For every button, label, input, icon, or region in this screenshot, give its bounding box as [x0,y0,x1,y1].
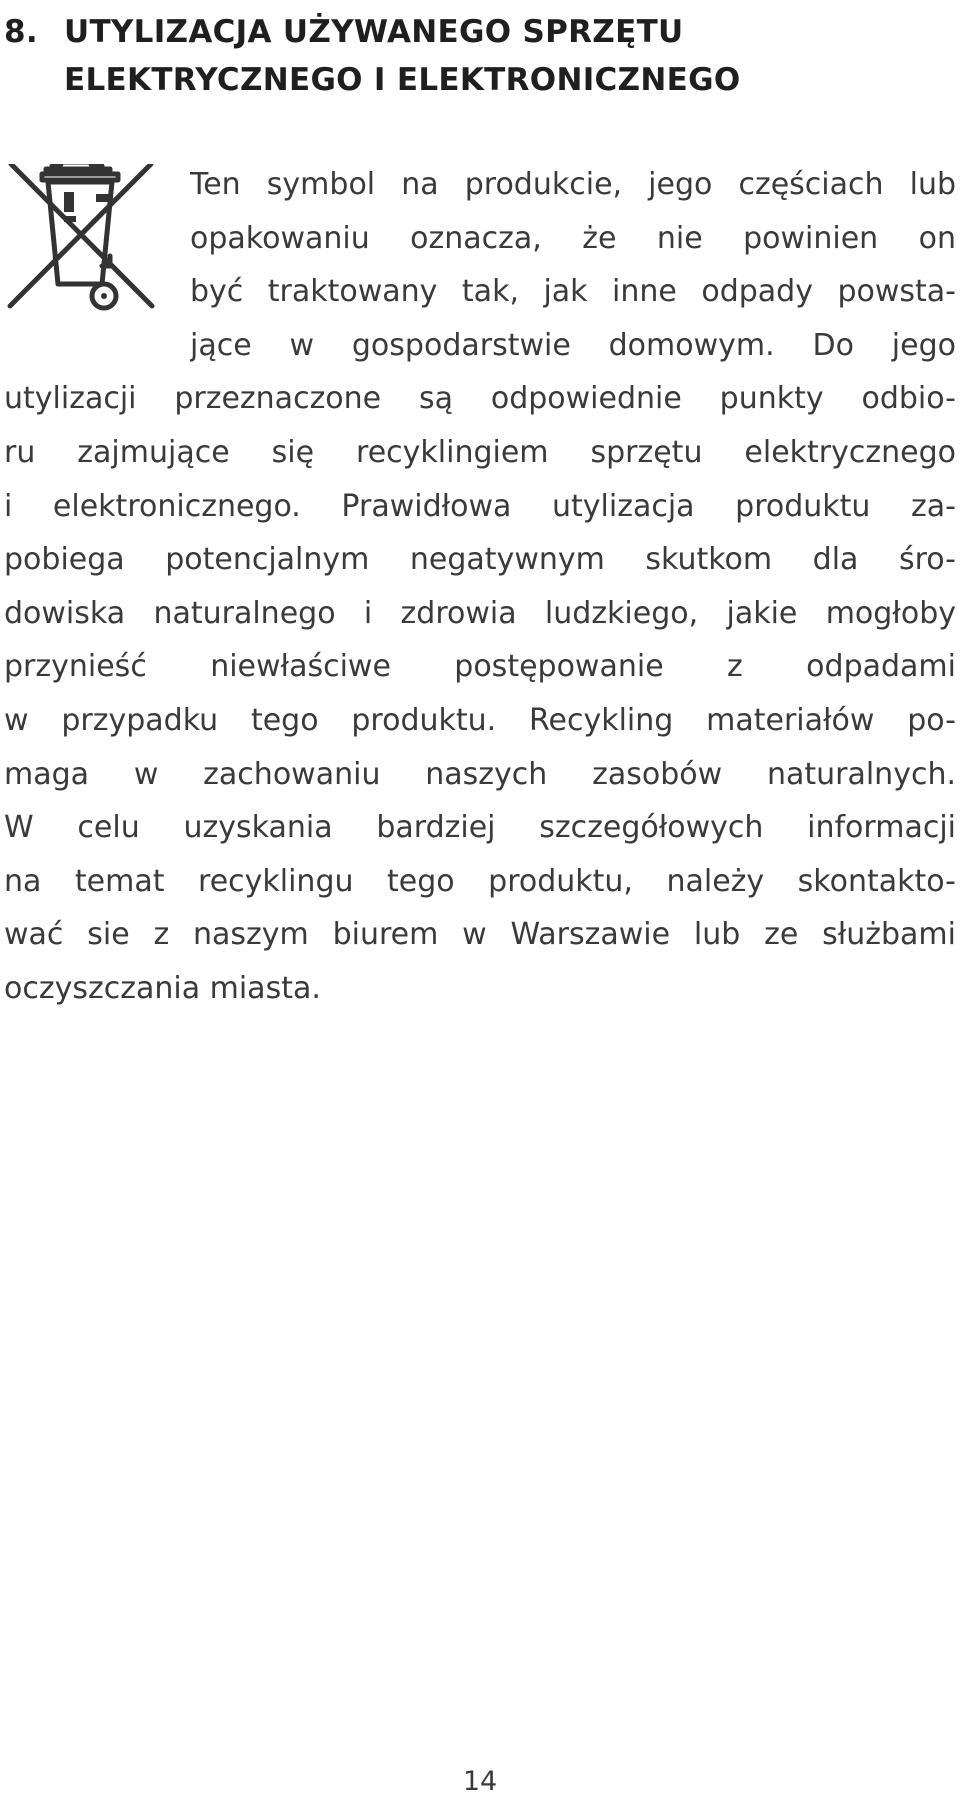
section-heading-line-1 [4,8,944,56]
page-number: 14 [462,1766,498,1797]
text-line: wać sie z naszym biurem w Warszawie lub ze służbami [4,917,956,953]
text-line: pobiega potencjalnym negatywnym skutkom dla śro- [4,542,956,578]
text-line: jące w gospodarstwie domowym. Do jego [190,327,956,363]
text-line: być traktowany tak, jak inne odpady powsta- [190,274,956,310]
text-line: Ten symbol na produkcie, jego częściach lub [190,167,956,202]
text-line: utylizacji przeznaczone są odpowiednie punkty odbio- [4,381,956,417]
section-number: 8. [4,14,38,50]
text-line: i elektronicznego. Prawidłowa utylizacja produktu za- [4,488,956,524]
text-line: maga w zachowaniu naszych zasobów naturalnych. [4,756,956,792]
section-title-line-2: ELEKTRYCZNEGO I ELEKTRONICZNEGO [64,62,741,98]
disposal-notice-text [4,158,956,1016]
text-line: opakowaniu oznacza, że nie powinien on [190,220,956,256]
text-line: dowiska naturalnego i zdrowia ludzkiego, jakie mogłoby [4,595,956,631]
section-heading [4,8,944,104]
text-line: przynieść niewłaściwe postępowanie z odpadami [4,649,956,685]
text-line: na temat recyklingu tego produktu, należy skontakto- [4,863,956,899]
section-heading-line-2 [4,56,944,104]
text-line: W celu uzyskania bardziej szczegółowych informacji [4,810,956,846]
section-title-line-1: UTYLIZACJA UŻYWANEGO SPRZĘTU [64,14,684,50]
text-line: oczyszczania miasta. [4,970,321,1006]
text-line: ru zajmujące się recyklingiem sprzętu elektrycznego [4,434,956,470]
text-line: w przypadku tego produktu. Recykling materiałów po- [4,702,956,738]
